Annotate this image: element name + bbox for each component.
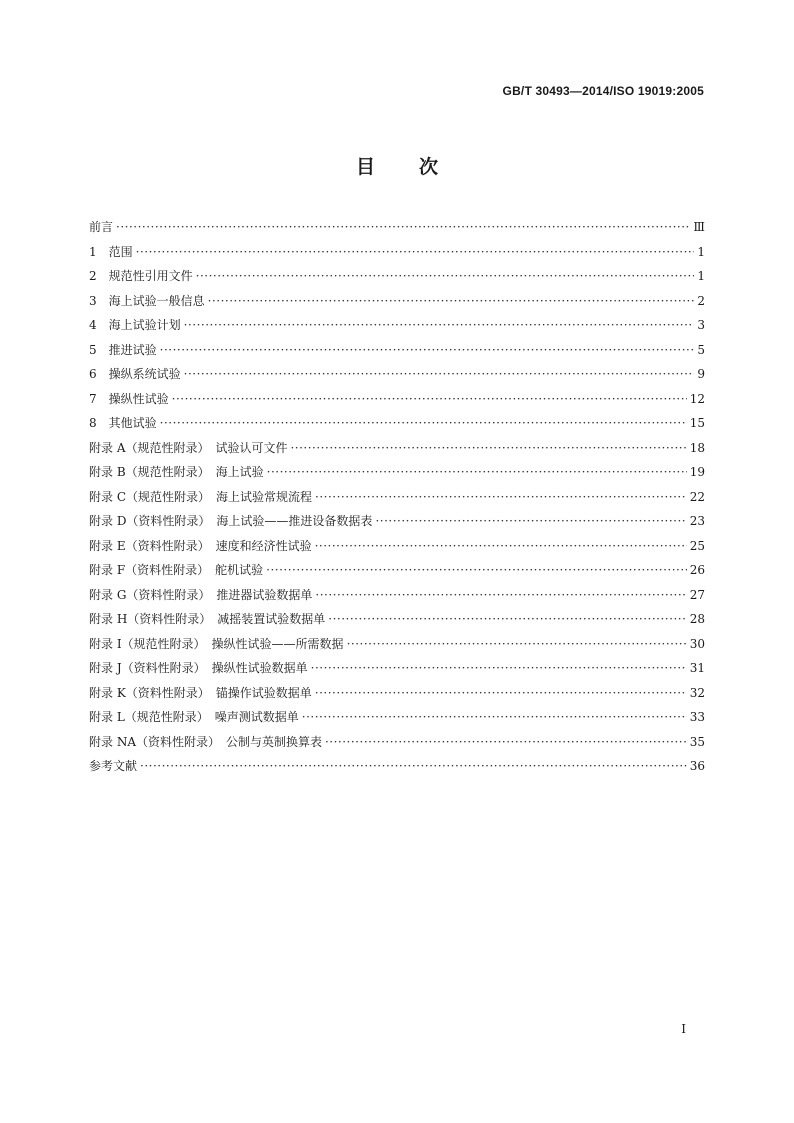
toc-entry-page: 15 xyxy=(689,416,705,430)
toc-entry-page: 28 xyxy=(689,612,705,626)
toc-entry[interactable] xyxy=(89,215,705,240)
toc-entry-page: 32 xyxy=(689,685,705,700)
toc-leader-dots xyxy=(290,436,686,461)
toc-entry-page: 9 xyxy=(697,367,705,381)
toc-leader-dots xyxy=(160,411,687,436)
toc-entry-label: 3 海上试验一般信息 xyxy=(89,293,205,308)
toc-entry-page: 22 xyxy=(689,489,705,504)
toc-entry[interactable] xyxy=(89,264,705,289)
toc-entry-label: 2 规范性引用文件 xyxy=(89,269,193,283)
toc-leader-dots xyxy=(347,632,687,657)
toc-entry-page: 3 xyxy=(697,318,705,332)
toc-entry-page: 1 xyxy=(697,244,705,259)
toc-leader-dots xyxy=(266,558,687,583)
page-number: I xyxy=(681,1022,686,1036)
toc-entry-label: 附录 K（资料性附录） 锚操作试验数据单 xyxy=(89,685,312,700)
toc-entry-page: 23 xyxy=(689,514,705,528)
standard-number: GB/T 30493—2014/ISO 19019:2005 xyxy=(502,84,704,98)
toc-leader-dots xyxy=(208,289,695,314)
toc-leader-dots xyxy=(375,509,686,534)
toc-entry-page: 31 xyxy=(689,661,705,675)
toc-leader-dots xyxy=(172,387,687,412)
toc-entry[interactable] xyxy=(89,558,705,583)
toc-entry[interactable] xyxy=(89,460,705,485)
toc-entry[interactable] xyxy=(89,436,705,461)
toc-leader-dots xyxy=(136,240,695,265)
page-title-part1: 目 xyxy=(355,156,375,178)
toc-entry-page: 25 xyxy=(689,538,705,553)
toc-entry-page: 12 xyxy=(689,391,705,406)
toc-leader-dots xyxy=(160,338,695,363)
page-title xyxy=(0,152,794,179)
toc-entry-page: 18 xyxy=(689,440,705,455)
toc-entry-label: 6 操纵系统试验 xyxy=(89,367,181,381)
toc-leader-dots xyxy=(267,460,687,485)
toc-leader-dots xyxy=(302,705,687,730)
toc-entry-label: 附录 F（资料性附录） 舵机试验 xyxy=(89,563,264,577)
toc-leader-dots xyxy=(184,313,695,338)
toc-leader-dots xyxy=(328,607,686,632)
toc-entry-label: 7 操纵性试验 xyxy=(89,391,169,406)
toc-entry-label: 附录 E（资料性附录） 速度和经济性试验 xyxy=(89,538,312,553)
toc-entry-label: 8 其他试验 xyxy=(89,416,157,430)
toc-entry-label: 附录 NA（资料性附录） 公制与英制换算表 xyxy=(89,734,322,749)
toc-leader-dots xyxy=(116,215,690,240)
toc-leader-dots xyxy=(196,264,695,289)
toc-leader-dots xyxy=(315,534,687,559)
toc-entry[interactable] xyxy=(89,656,705,681)
toc-entry-page: 19 xyxy=(689,465,705,479)
toc-entry-label: 参考文献 xyxy=(89,759,138,773)
toc-leader-dots xyxy=(140,754,687,779)
toc-entry-page: 2 xyxy=(697,293,705,308)
toc-entry-page: 5 xyxy=(697,342,705,357)
toc-entry[interactable] xyxy=(89,509,705,534)
toc-entry-label: 附录 D（资料性附录） 海上试验——推进设备数据表 xyxy=(89,514,373,528)
toc-entry-label: 附录 I（规范性附录） 操纵性试验——所需数据 xyxy=(89,636,344,651)
toc-entry-page: 26 xyxy=(689,563,705,577)
toc-entry-label: 附录 J（资料性附录） 操纵性试验数据单 xyxy=(89,661,308,675)
toc-entry[interactable] xyxy=(89,485,705,510)
toc-entry[interactable] xyxy=(89,338,705,363)
toc-entry[interactable] xyxy=(89,583,705,608)
toc-entry-page: 35 xyxy=(689,734,705,749)
toc-entry-label: 1 范围 xyxy=(89,244,133,259)
toc-entry-page: 30 xyxy=(689,636,705,651)
page-title-part2: 次 xyxy=(419,156,439,178)
toc-entry-page: 33 xyxy=(689,710,705,724)
toc-leader-dots xyxy=(315,681,687,706)
toc-entry-label: 5 推进试验 xyxy=(89,342,157,357)
toc-leader-dots xyxy=(315,583,686,608)
toc-entry-label: 附录 C（规范性附录） 海上试验常规流程 xyxy=(89,489,312,504)
toc-entry-page: 27 xyxy=(689,587,705,602)
toc-leader-dots xyxy=(315,485,687,510)
toc-entry[interactable] xyxy=(89,240,705,265)
toc-entry-page: 1 xyxy=(697,269,705,283)
toc-leader-dots xyxy=(184,362,695,387)
toc-entry-page: Ⅲ xyxy=(693,220,705,234)
toc-entry-label: 附录 G（资料性附录） 推进器试验数据单 xyxy=(89,587,313,602)
toc-entry[interactable] xyxy=(89,387,705,412)
toc-entry[interactable] xyxy=(89,362,705,387)
toc-entry-page: 36 xyxy=(689,759,705,773)
toc-entry[interactable] xyxy=(89,534,705,559)
toc-entry[interactable] xyxy=(89,681,705,706)
toc-entry[interactable] xyxy=(89,632,705,657)
toc-entry[interactable] xyxy=(89,313,705,338)
toc-entry-label: 附录 L（规范性附录） 噪声测试数据单 xyxy=(89,710,299,724)
toc-entry[interactable] xyxy=(89,411,705,436)
toc-entry[interactable] xyxy=(89,754,705,779)
toc-entry[interactable] xyxy=(89,607,705,632)
toc-entry-label: 附录 H（资料性附录） 减摇装置试验数据单 xyxy=(89,612,326,626)
table-of-contents xyxy=(89,215,705,779)
toc-entry-label: 附录 A（规范性附录） 试验认可文件 xyxy=(89,440,288,455)
toc-entry[interactable] xyxy=(89,289,705,314)
toc-entry-label: 4 海上试验计划 xyxy=(89,318,181,332)
toc-entry-label: 前言 xyxy=(89,220,114,234)
toc-leader-dots xyxy=(311,656,687,681)
toc-entry[interactable] xyxy=(89,730,705,755)
toc-entry-label: 附录 B（规范性附录） 海上试验 xyxy=(89,465,264,479)
toc-entry[interactable] xyxy=(89,705,705,730)
toc-leader-dots xyxy=(325,730,687,755)
